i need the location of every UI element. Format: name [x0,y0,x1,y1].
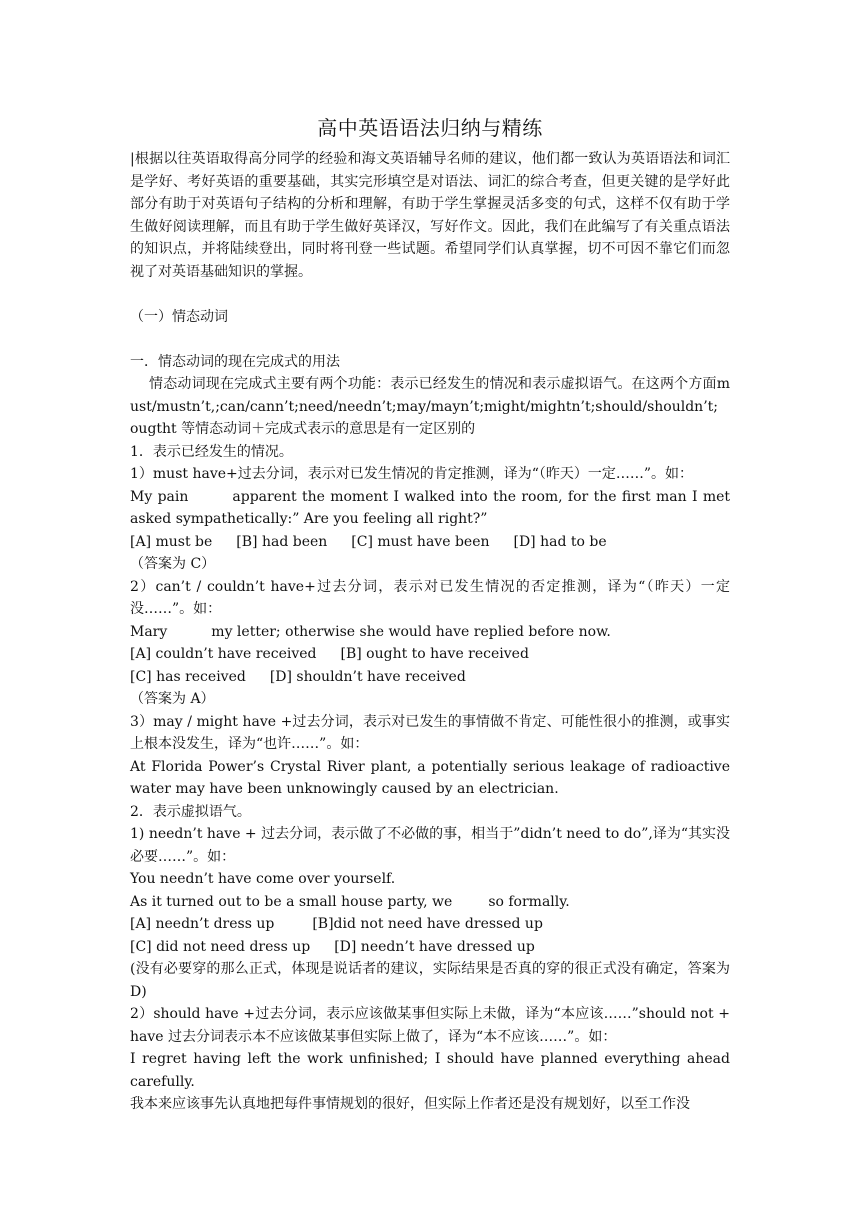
example-4: You needn’t have come over yourself. [130,871,396,887]
example-text: Mary [130,623,168,640]
option-c: [C] must have been [351,533,490,550]
rule-2-2: 2）should have +过去分词，表示应该做某事但实际上未做，译为“本应该……”should not + have 过去分词表示本不应该做某事但实际上做了，译为“本不应该……”。如： [130,1006,730,1045]
option-a: [A] needn’t dress up [130,916,275,932]
spacer [130,329,730,351]
example-text: As it turned out to be a small house party, we [130,893,453,910]
spacer [130,283,730,306]
answer-1: （答案为 C） [130,556,216,572]
example-text: My pain [130,488,189,505]
example-text: apparent the moment I walked into the room, for the first man I met asked sympathetically:” Are you feeling all right?” [130,488,731,527]
example-1 [130,486,730,531]
rule-1-2: 2）can’t / couldn’t have+过去分词，表示对已发生情况的否定推测，译为“（昨天）一定没……”。如： [130,578,730,617]
option-b: [B] ought to have received [340,646,529,662]
subsection-intro-cont: ougtht 等情态动词＋完成式表示的意思是有一定区别的 [130,421,476,437]
point-heading-2: 2．表示虚拟语气。 [130,803,251,820]
option-c: [C] has received [130,668,246,685]
options-row [130,666,730,689]
option-b: [B] had been [236,533,328,550]
rule-1-3: 3）may / might have +过去分词，表示对已发生的事情做不肯定、可能性很小的推测，或事实上根本没发生，译为“也许……”。如： [130,713,730,752]
options-row [130,643,730,666]
option-c: [C] did not need dress up [130,938,311,955]
document-title: 高中英语语法归纳与精练 [317,116,543,140]
option-a: [A] couldn’t have received [130,646,317,662]
options-row [130,936,730,959]
options-row [130,913,730,936]
document-page [130,114,730,1116]
example-3: At Florida Power’s Crystal River plant, a potentially serious leakage of radioactive water may have been unknowingly caused by an electrician. [130,758,730,797]
options-row [130,531,730,554]
option-d: [D] had to be [513,533,607,550]
option-d: [D] shouldn’t have received [269,668,466,685]
section-heading-modal-verbs: （一）情态动词 [130,309,228,325]
option-a: [A] must be [130,533,213,550]
subsection-intro-text: must/mustn’t,;can/cann’t;need/needn’t;may/mayn’t;might/mightn’t;should/shouldn’t; [130,376,730,415]
example-6: I regret having left the work unfinished; I should have planned everything ahead carefully. [130,1051,730,1090]
example-6-note: 我本来应该事先认真地把每件事情规划的很好，但实际上作者还是没有规划好，以至工作没 [130,1096,690,1112]
subsection-intro-text: 情态动词现在完成式主要有两个功能：表示已经发生的情况和表示虚拟语气。在这两个方面 [149,376,717,392]
rule-2-1: 1) needn’t have + 过去分词，表示做了不必做的事，相当于”didn’t need to do”,译为“其实没必要……”。如： [130,826,730,865]
example-text: so formally. [488,893,570,910]
intro-paragraph: |根据以往英语取得高分同学的经验和海文英语辅导名师的建议，他们都一致认为英语语法和词汇是学好、考好英语的重要基础，其实完形填空是对语法、词汇的综合考查，但更关键的是学好此部分有助于对英语句子结构的分析和理解，有助于学生掌握灵活多变的句式，这样不仅有助于学生做好阅读理解，而且有助于学生做好英译汉，写好作文。因此，我们在此编写了有关重点语法的知识点，并将陆续登出，同时将刊登一些试题。希望同学们认真掌握，切不可因不靠它们而忽视了对英语基础知识的掌握。 [130,151,730,280]
answer-5: (没有必要穿的那么正式，体现是说话者的建议，实际结果是否真的穿的很正式没有确定，答案为 D) [130,961,730,1000]
rule-1-1: 1）must have+过去分词，表示对已发生情况的肯定推测，译为“（昨天）一定……”。如： [130,466,694,482]
subsection-heading: 一．情态动词的现在完成式的用法 [130,353,340,370]
option-b: [B]did not need have dressed up [312,916,543,932]
option-d: [D] needn’t have dressed up [334,938,535,955]
example-text: my letter; otherwise she would have replied before now. [211,623,611,640]
subsection-intro [130,373,730,418]
point-heading-1: 1．表示已经发生的情况。 [130,443,293,460]
answer-2: （答案为 A） [130,691,215,707]
example-2 [130,621,730,644]
example-5 [130,891,730,914]
